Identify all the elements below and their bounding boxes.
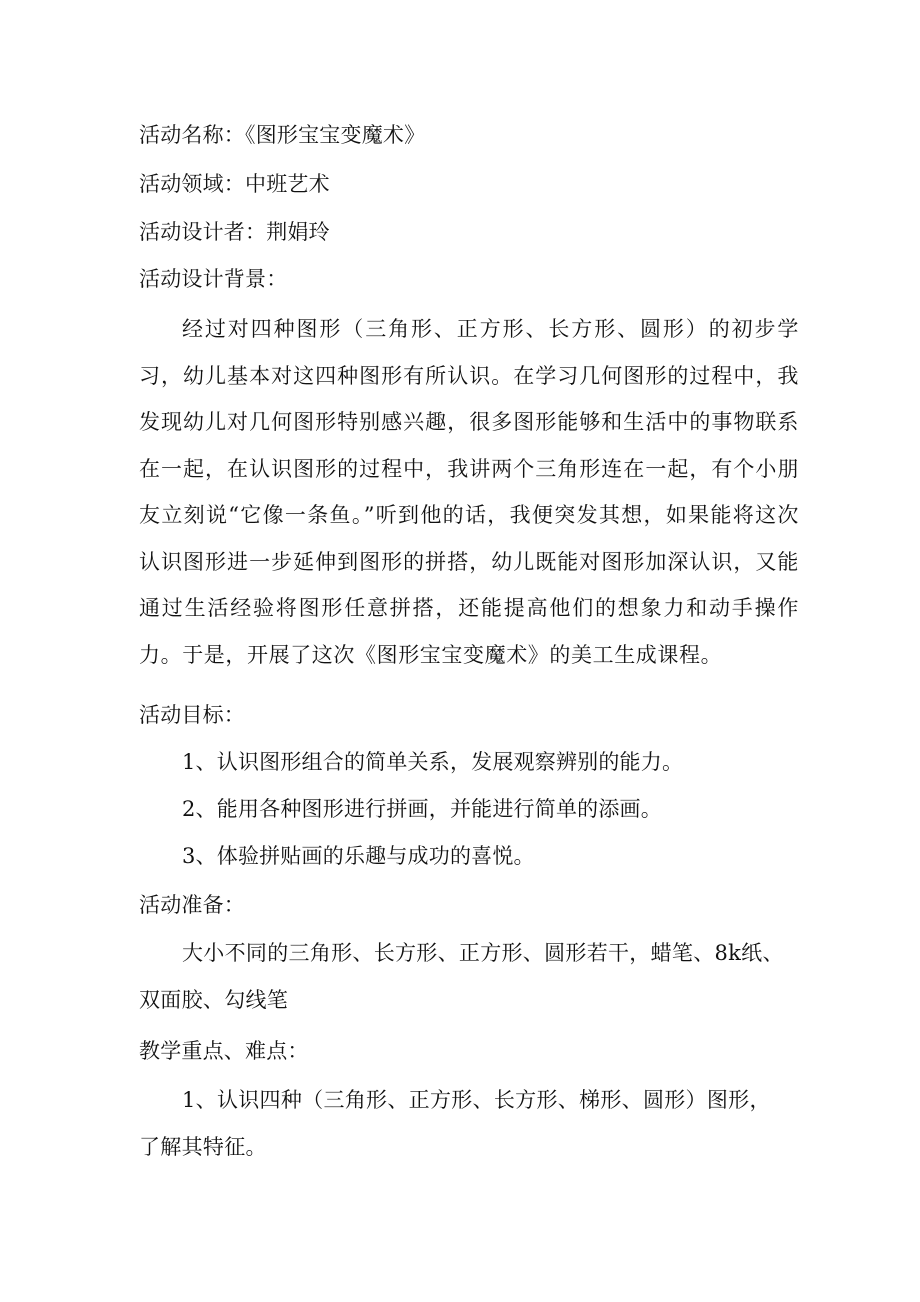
activity-field: 活动领域：中班艺术 xyxy=(139,172,330,196)
goal-item: 3、体验拼贴画的乐趣与成功的喜悦。 xyxy=(182,844,535,868)
preparation-heading: 活动准备： xyxy=(139,893,245,917)
activity-name: 活动名称：《图形宝宝变魔术》 xyxy=(139,123,426,147)
activity-designer: 活动设计者：荆娟玲 xyxy=(139,220,330,244)
goal-item: 1、认识图形组合的简单关系，发展观察辨别的能力。 xyxy=(182,750,684,774)
key-points-heading: 教学重点、难点： xyxy=(139,1039,309,1063)
background-paragraph: 经过对四种图形（三角形、正方形、长方形、圆形）的初步学习，幼儿基本对这四种图形有所认识。在学习几何图形的过程中，我发现幼儿对几何图形特别感兴趣，很多图形能够和生活中的事物联系在一起，在认识图形的过程中，我讲两个三角形连在一起，有个小朋友立刻说“它像一条鱼。”听到他的话，我便突发其想，如果能将这次认识图形进一步延伸到图形的拼搭，幼儿既能对图形加深认识，又能通过生活经验将图形任意拼搭，还能提高他们的想象力和动手操作力。于是，开展了这次《图形宝宝变魔术》的美工生成课程。 xyxy=(139,317,799,667)
preparation-paragraph: 大小不同的三角形、长方形、正方形、圆形若干，蜡笔、8k纸、双面胶、勾线笔 xyxy=(139,941,784,1012)
goal-item: 2、能用各种图形进行拼画，并能进行简单的添画。 xyxy=(182,797,662,821)
key-points-paragraph: 1、认识四种（三角形、正方形、长方形、梯形、圆形）图形，了解其特征。 xyxy=(139,1088,771,1159)
goals-heading: 活动目标： xyxy=(139,703,245,727)
background-heading: 活动设计背景： xyxy=(139,267,288,291)
